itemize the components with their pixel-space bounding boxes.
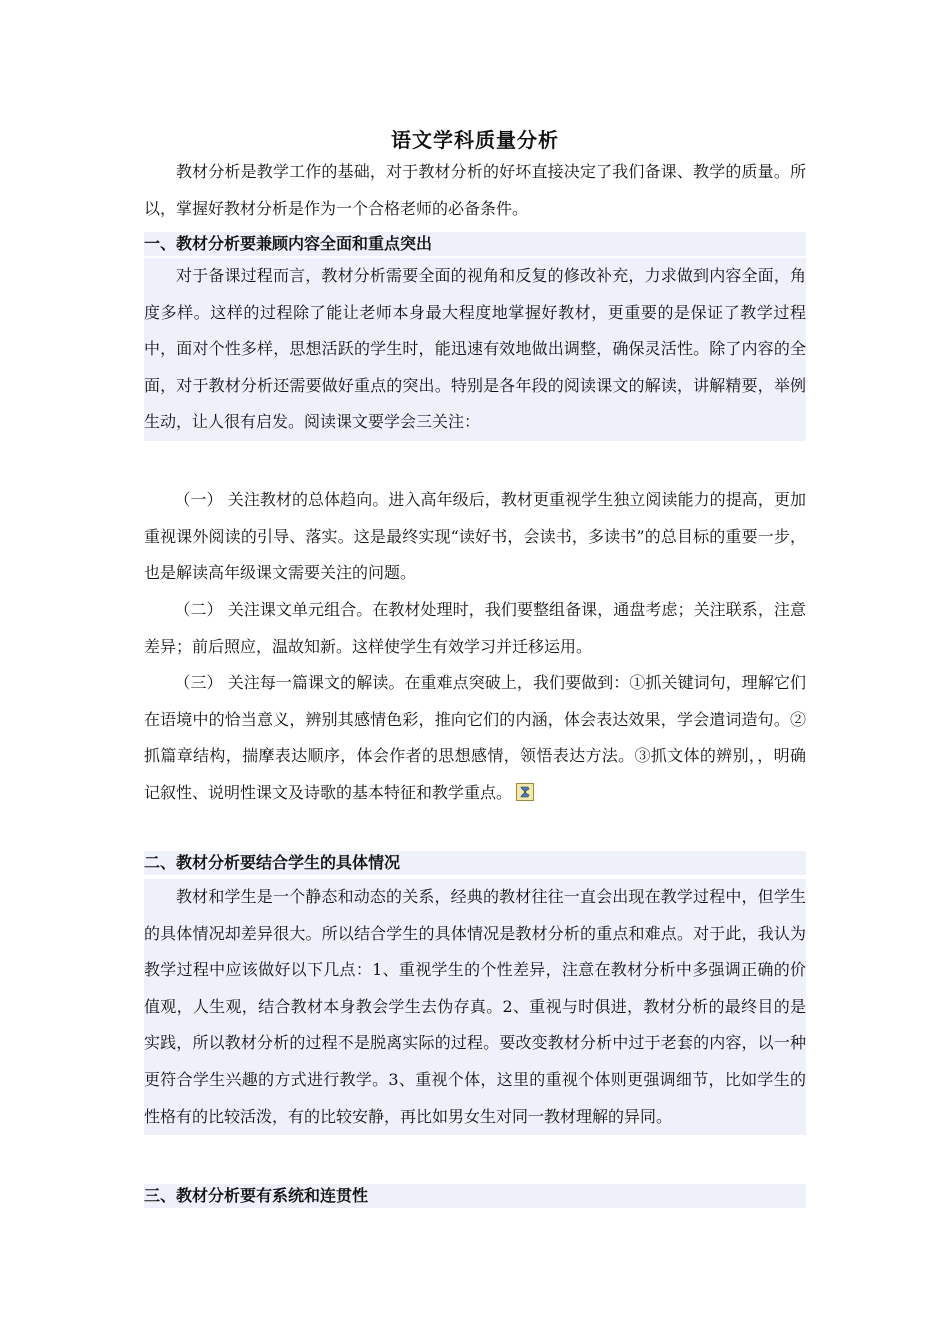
section-3-heading: 三、教材分析要有系统和连贯性 — [144, 1184, 806, 1208]
section-2-heading: 二、教材分析要结合学生的具体情况 — [144, 851, 806, 875]
document-title: 语文学科质量分析 — [391, 128, 559, 152]
section-1-body: 对于备课过程而言，教材分析需要全面的视角和反复的修改补充，力求做到内容全面，角度多样。这样的过程除了能让老师本身最大程度地掌握好教材，更重要的是保证了教学过程中，面对个性多样，思想活跃的学生时，能迅速有效地做出调整，确保灵活性。除了内容的全面，对于教材分析还需要做好重点的突出。特别是各年段的阅读课文的解读，讲解精要，举例生动，让人很有启发。阅读课文要学会三关注： — [144, 258, 806, 441]
section-1-point-2: （二） 关注课文单元组合。在教材处理时，我们要整组备课，通盘考虑；关注联系，注意差异；前后照应，温故知新。这样使学生有效学习并迁移运用。 — [144, 600, 806, 656]
section-1-heading: 一、教材分析要兼顾内容全面和重点突出 — [144, 232, 806, 256]
section-1-point-3: （三） 关注每一篇课文的解读。在重难点突破上，我们要做到：①抓关键词句，理解它们在语境中的恰当意义，辨别其感情色彩，推向它们的内涵，体会表达效果，学会遣词造句。②抓篇章结构，揣摩表达顺序，体会作者的思想感情，领悟表达方法。③抓文体的辨别，，明确记叙性、说明性课文及诗歌的基本特征和教学重点。 — [144, 673, 806, 802]
embedded-object-icon[interactable] — [516, 783, 534, 801]
section-1-point-1: （一） 关注教材的总体趋向。进入高年级后，教材更重视学生独立阅读能力的提高，更加重视课外阅读的引导、落实。这是最终实现“读好书，会读书，多读书”的总目标的重要一步，也是解读高年级课文需要关注的问题。 — [144, 490, 806, 583]
section-1-point-3-wrap — [144, 665, 806, 811]
intro-paragraph: 教材分析是教学工作的基础，对于教材分析的好坏直接决定了我们备课、教学的质量。所以，掌握好教材分析是作为一个合格老师的必备条件。 — [144, 162, 806, 218]
section-2-body: 教材和学生是一个静态和动态的关系，经典的教材往往一直会出现在教学过程中，但学生的具体情况却差异很大。所以结合学生的具体情况是教材分析的重点和难点。对于此，我认为教学过程中应该做好以下几点：1、重视学生的个性差异，注意在教材分析中多强调正确的价值观，人生观，结合教材本身教会学生去伪存真。2、重视与时俱进，教材分析的最终目的是实践，所以教材分析的过程不是脱离实际的过程。要改变教材分析中过于老套的内容，以一种更符合学生兴趣的方式进行教学。3、重视个体，这里的重视个体则更强调细节，比如学生的性格有的比较活泼，有的比较安静，再比如男女生对同一教材理解的异同。 — [144, 879, 806, 1135]
